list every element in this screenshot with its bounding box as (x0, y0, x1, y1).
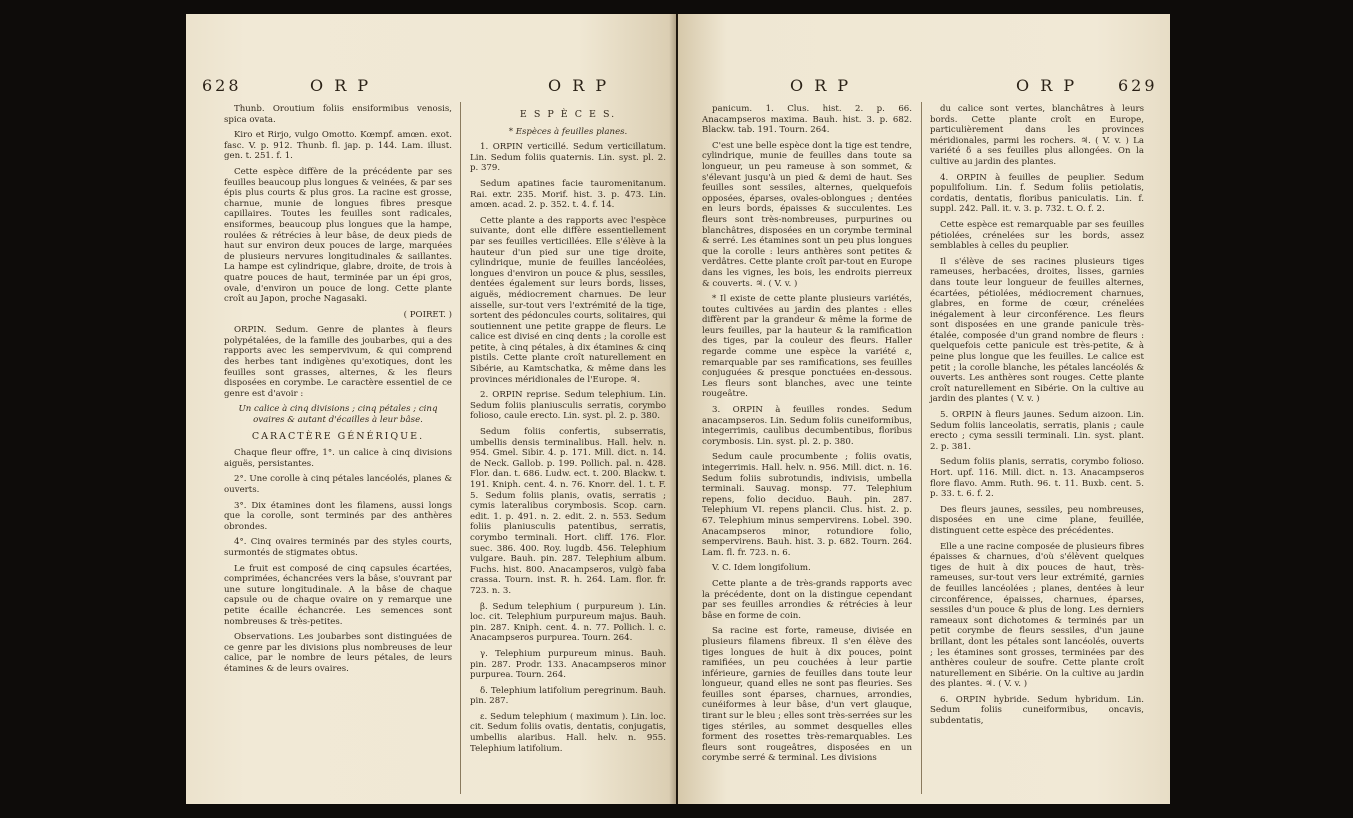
left-page (186, 14, 676, 804)
paragraph: panicum. 1. Clus. hist. 2. p. 66. Anacampseros maxima. Bauh. hist. 3. p. 682. Blackw. tab. 191. Tourn. 264. (702, 104, 912, 136)
column-rule (460, 102, 461, 794)
paragraph: Kiro et Rirjo, vulgo Omotto. Kœmpf. amœn. exot. fasc. V. p. 912. Thunb. fl. jap. p. 144. Lam. illust. gen. t. 251. f. 1. (224, 130, 452, 162)
paragraph: Sedum apatines facie tauromenitanum. Rai. extr. 235. Morif. hist. 3. p. 473. Lin. amœn. acad. 2. p. 352. t. 4. f. 14. (470, 178, 666, 211)
section-heading: E S P È C E S. (519, 109, 617, 120)
paragraph: δ. Telephium latifolium peregrinum. Bauh. pin. 287. (470, 685, 666, 707)
paragraph: Observations. Les joubarbes sont distinguées de ce genre par les divisions plus nombreuses de leur calice, par le nombre de leurs pétales, de leurs étamines & de leurs ovaires. (224, 632, 452, 674)
paragraph: Cette espèce diffère de la précédente par ses feuilles beaucoup plus longues & veinées, & par ses épis plus courts & plus gros. La racine est grosse, charnue, munie de longues fibres presque capillaires. Toutes les feuilles sont radicales, ensiformes, beaucoup plus longues que la hampe, roulées & rétrécies à leur bâse, de deux pieds de haut sur environ deux pouces de large, marquées de plusieurs nervures longitudinales & saillantes. La hampe est cylindrique, glabre, droite, de trois à quatre pouces de haut, terminée par un épi gros, ovale, d'environ un pouce de long. Cette plante croît au Japon, proche Nagasaki. (224, 166, 452, 305)
paragraph: Il s'élève de ses racines plusieurs tiges rameuses, herbacées, droites, lisses, garnies dans toute leur longueur de feuilles alternes, écartées, pétiolées, médiocrement charnues, glabres, en forme de cœur, crénelées inégalement à leur circonférence. Les fleurs sont disposées en une grande panicule très-étalée, composée d'un grand nombre de fleurs : quelquefois cette panicule est très-petite, & à peine plus longue que les feuilles. Le calice est petit ; la corolle blanche, les pétales lancéolés & ouverts. Les anthères sont rouges. Cette plante croît naturellement en Sibérie. On la cultive au jardin des plantes ( V. v. ) (930, 256, 1144, 405)
paragraph: V. C. Idem longifolium. (712, 563, 811, 574)
paragraph: Thunb. Oroutium foliis ensiformibus venosis, spica ovata. (224, 104, 452, 125)
running-head-right-2: O R P (1016, 76, 1078, 95)
section-heading: CARACTÈRE GÉNÉRIQUE. (251, 430, 425, 442)
subheading: * Espèces à feuilles planes. (508, 126, 628, 137)
paragraph: 5. ORPIN à fleurs jaunes. Sedum aizoon. Lin. Sedum foliis lanceolatis, serratis, planis ; caule erecto ; cyma sessili terminali. Lin. syst. plant. 2. p. 381. (930, 410, 1144, 452)
author-signature: ( POIRET. ) (403, 309, 452, 320)
paragraph: 3. ORPIN à feuilles rondes. Sedum anacampseros. Lin. Sedum foliis cuneiformibus, integerrimis, caulibus decumbentibus, floribus corymbosis. Lin. syst. pl. 2. p. 380. (702, 405, 912, 447)
paragraph: Sedum foliis planis, serratis, corymbo folioso. Hort. upf. 116. Mill. dict. n. 13. Anacampseros flore flavo. Amm. Ruth. 96. t. 11. Buxb. cent. 5. p. 33. t. 6. f. 2. (930, 457, 1144, 500)
paragraph: Cette espèce est remarquable par ses feuilles pétiolées, crénelées sur les bords, assez semblables à celles du peuplier. (930, 219, 1144, 252)
paragraph: 3°. Dix étamines dont les filamens, aussi longs que la corolle, sont terminés par des anthères obrondes. (224, 500, 452, 532)
paragraph: Un calice à cinq divisions ; cinq pétales ; cinq ovaires & autant d'écailles à leur bâse. (238, 404, 438, 426)
paragraph: Cette plante a des rapports avec l'espèce suivante, dont elle diffère essentiellement par ses feuilles verticillées. Elle s'élève à la hauteur d'un pied sur une tige droite, cylindrique, munie de feuilles lancéolées, longues d'environ un pouce & plus, sessiles, dentées également sur leurs bords, lisses, aiguës, médiocrement charnues. De leur aisselle, sur-tout vers l'extrémité de la tige, sortent des pédoncules courts, solitaires, qui soutiennent une petite grappe de fleurs. Le calice est divisé en cinq dents ; la corolle est petite, à cinq pétales, à dix étamines & cinq pistils. Cette plante croît naturellement en Sibérie, au Kamtschatka, & même dans les provinces méridionales de l'Europe. ♃. (470, 215, 667, 385)
paragraph: Le fruit est composé de cinq capsules écartées, comprimées, échancrées vers la bâse, s'ouvrant par une suture longitudinale. A la bâse de chaque capsule ou de chaque ovaire on y remarque une petite écaille échancrée. Les semences sont nombreuses & très-petites. (224, 563, 452, 627)
paragraph: Cette plante a de très-grands rapports avec la précédente, dont on la distingue cependant par ses feuilles arrondies & rétrécies à leur bâse en forme de coin. (702, 578, 912, 621)
right-page (678, 14, 1170, 804)
paragraph: Chaque fleur offre, 1°. un calice à cinq divisions aiguës, persistantes. (224, 448, 452, 469)
right-column-1 (702, 104, 912, 769)
paragraph: 4. ORPIN à feuilles de peuplier. Sedum populifolium. Lin. f. Sedum foliis petiolatis, cordatis, dentatis, floribus paniculatis. Lin. f. suppl. 242. Pall. it. v. 3. p. 732. t. O. f. 2. (930, 172, 1144, 215)
paragraph: Sedum caule procumbente ; foliis ovatis, integerrimis. Hall. helv. n. 956. Mill. dict. n. 16. Sedum foliis subrotundis, indivisis, umbella terminali. Sauvag. monsp. 77. Telephium repens, folio deciduo. Bauh. pin. 287. Telephium VI. repens plancii. Clus. hist. 2. p. 67. Telephium minus sempervirens. Lobel. 390. Anacampseros minor, rotundiore folio, sempervirens. Bauh. hist. 3. p. 682. Tourn. 264. Lam. fl. fr. 723. n. 6. (702, 452, 912, 558)
paragraph: ORPIN. Sedum. Genre de plantes à fleurs polypétalées, de la famille des joubarbes, qui a des rapports avec les sempervivum, & qui comprend des herbes tant indigènes qu'exotiques, dont les feuilles sont grasses, alternes, & les fleurs disposées en corymbe. Le caractère essentiel de ce genre est d'avoir : (224, 325, 452, 399)
paragraph: Sedum foliis confertis, subserratis, umbellis densis terminalibus. Hall. helv. n. 954. Gmel. Sibir. 4. p. 171. Mill. dict. n. 14. de Neck. Gallob. p. 199. Pollich. pal. n. 428. Flor. dan. t. 686. Ludw. ect. t. 200. Blackw. t. 191. Kniph. cent. 4. n. 76. Knorr. del. 1. t. F. 5. Sedum foliis planis, ovatis, serratis ; cymis lateralibus corymbosis. Scop. carn. edit. 1. p. 491. n. 2. edit. 2. n. 553. Sedum foliis planiusculis patentibus, serratis, corymbo terminali. Hort. cliff. 176. Flor. suec. 386. 400. Roy. lugdb. 456. Telephium vulgare. Bauh. pin. 287. Telephium album. Fuchs. hist. 800. Anacampseros, vulgò faba crassa. Tourn. inst. R. h. 264. Lam. flor. fr. 723. n. 3. (470, 427, 666, 596)
left-column-2 (470, 104, 666, 759)
paragraph: C'est une belle espèce dont la tige est tendre, cylindrique, munie de feuilles dans toute sa longueur, un peu rameuse à son sommet, & s'élevant jusqu'à un pied & demi de haut. Ses feuilles sont sessiles, alternes, quelquefois opposées, éparses, ovales-oblongues ; dentées en leurs bords, épaisses & succulentes. Les fleurs sont très-nombreuses, purpurines ou blanchâtres, disposées en un corymbe terminal & serré. Les étamines sont un peu plus longues que la corolle : leurs anthères sont petites & verdâtres. Cette plante croît par-tout en Europe dans les vignes, les bois, les endroits pierreux & couverts. ♃. ( V. v. ) (702, 140, 912, 289)
paragraph: 4°. Cinq ovaires terminés par des styles courts, surmontés de stigmates obtus. (224, 537, 452, 558)
left-column-1 (224, 104, 452, 680)
right-column-2 (930, 104, 1144, 732)
paragraph: 6. ORPIN hybride. Sedum hybridum. Lin. Sedum foliis cuneiformibus, oncavis, subdentatis, (930, 694, 1144, 727)
paragraph: Sa racine est forte, rameuse, divisée en plusieurs filamens fibreux. Il s'en élève des tiges longues de huit à dix pouces, point ramifiées, un peu couchées à leur partie inférieure, garnies de feuilles dans toute leur longueur, quand elles ne sont pas fleuries. Ses feuilles sont éparses, charnues, arrondies, cunéiformes à leur bâse, d'un vert glauque, tirant sur le bleu ; elles sont très-serrées sur les tiges stériles, au sommet desquelles elles forment des rosettes très-remarquables. Les fleurs sont rougeâtres, disposées en un corymbe serré & terminal. Les divisions (702, 626, 912, 764)
column-rule (921, 102, 922, 794)
running-head-left-2: O R P (548, 76, 610, 95)
paragraph: Elle a une racine composée de plusieurs fibres épaisses & charnues, d'où s'élèvent quelques tiges de huit à dix pouces de haut, très-rameuses, sur-tout vers leur extrémité, garnies de feuilles lancéolées ; planes, dentées à leur circonférence, épaisses, charnues, éparses, sessiles d'un pouce & plus de long. Les derniers rameaux sont dichotomes & terminés par un petit corymbe de fleurs sessiles, d'un jaune brillant, dont les pétales sont lancéolés, ouverts ; les étamines sont grosses, terminées par des anthères couleur de soufre. Cette plante croît naturellement en Sibérie. On la cultive au jardin des plantes. ♃. ( V. v. ) (930, 541, 1144, 690)
paragraph: 2. ORPIN reprise. Sedum telephium. Lin. Sedum foliis planiusculis serratis, corymbo folioso, caule erecto. Lin. syst. pl. 2. p. 380. (470, 390, 666, 422)
paragraph: du calice sont vertes, blanchâtres à leurs bords. Cette plante croît en Europe, particulièrement dans les provinces méridionales, parmi les rochers. ♃. ( V. v. ) La variété δ a ses feuilles plus allongées. On la cultive au jardin des plantes. (930, 104, 1144, 167)
running-head-right-1: O R P (790, 76, 852, 95)
paragraph: γ. Telephium purpureum minus. Bauh. pin. 287. Prodr. 133. Anacampseros minor purpurea. Tourn. 264. (470, 648, 666, 681)
page-number-right: 629 (1118, 76, 1158, 95)
running-head-left-1: O R P (310, 76, 372, 95)
paragraph: Des fleurs jaunes, sessiles, peu nombreuses, disposées en une cime plane, feuillée, distinguent cette espèce des précédentes. (930, 504, 1144, 536)
page-number-left: 628 (202, 76, 242, 95)
paragraph: * Il existe de cette plante plusieurs variétés, toutes cultivées au jardin des plantes : elles diffèrent par la grandeur & même la forme de leurs feuilles, par la hauteur & la ramification des tiges, par la couleur des fleurs. Haller regarde comme une espèce la variété ε, remarquable par ses ramifications, ses feuilles conjuguées & presque ponctuées en-dessous. Les fleurs sont blanches, avec une teinte rougeâtre. (702, 294, 912, 400)
paragraph: 1. ORPIN verticillé. Sedum verticillatum. Lin. Sedum foliis quaternis. Lin. syst. pl. 2. p. 379. (470, 142, 666, 174)
paragraph: ε. Sedum telephium ( maximum ). Lin. loc. cit. Sedum foliis ovatis, dentatis, conjugatis, umbellis alaribus. Hall. helv. n. 955. Telephium latifolium. (470, 711, 666, 754)
paragraph: 2°. Une corolle à cinq pétales lancéolés, planes & ouverts. (224, 474, 452, 495)
paragraph: β. Sedum telephium ( purpureum ). Lin. loc. cit. Telephium purpureum majus. Bauh. pin. 287. Kniph. cent. 4. n. 77. Pollich. l. c. Anacampseros purpurea. Tourn. 264. (470, 601, 666, 644)
